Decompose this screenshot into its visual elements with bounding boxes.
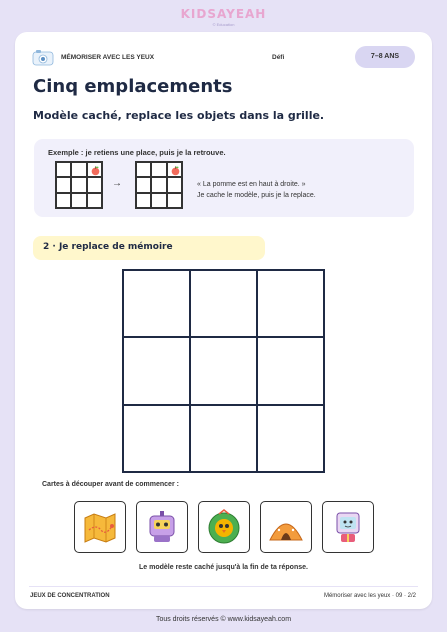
section-title-pill [33,236,265,260]
apple-icon [170,165,181,176]
grid-cell[interactable] [123,337,190,404]
worksheet-page [15,32,432,609]
mini-cell [167,177,182,192]
card-cake[interactable] [322,501,374,553]
footer-divider [29,586,418,587]
logo-text: KIDSAYEAH [180,7,267,21]
mini-cell [56,162,71,177]
copyright-text: Tous droits réservés © www.kidsayeah.com [155,616,292,623]
cards-label: Cartes à découper avant de commencer : [42,481,179,488]
arrow-icon: → [112,178,122,189]
grid-cell[interactable] [123,270,190,337]
mini-cell [151,162,166,177]
card-bird[interactable] [198,501,250,553]
card-map[interactable] [74,501,126,553]
brand-logo [0,7,447,27]
cake-icon [329,508,367,546]
robot-icon [143,508,181,546]
mini-cell [56,177,71,192]
section-title: 2 · Je replace de mémoire [43,242,173,252]
logo-tagline: © Education [212,22,235,27]
example-quote: « La pomme est en haut à droite. » [197,181,306,188]
age-badge: 7–8 ANS [355,46,415,68]
eye-icon [32,49,54,67]
grid-cell[interactable] [257,337,324,404]
mini-cell [167,193,182,208]
mini-cell [87,162,102,177]
footer-series: JEUX DE CONCENTRATION [30,593,110,599]
mini-cell [71,162,86,177]
card-robot[interactable] [136,501,188,553]
grid-cell[interactable] [257,405,324,472]
bird-icon [205,508,243,546]
grid-cell[interactable] [190,405,257,472]
mini-cell [71,193,86,208]
answer-grid[interactable] [122,269,325,473]
category-label: MÉMORISER AVEC LES YEUX [61,54,155,61]
activity-type: Défi [272,54,285,61]
page-subtitle: Modèle caché, replace les objets dans la grille. [33,109,325,122]
mini-cell [87,193,102,208]
mini-cell [136,193,151,208]
example-grid-model [55,161,103,209]
card-tent[interactable] [260,501,312,553]
apple-icon [90,165,101,176]
footer-page-info: Mémoriser avec les yeux · 09 · 2/2 [323,593,416,599]
mini-cell [136,177,151,192]
tent-icon [267,508,305,546]
grid-cell[interactable] [190,270,257,337]
mini-cell [151,193,166,208]
example-label: Exemple : je retiens une place, puis je la retrouve. [48,148,226,157]
grid-cell[interactable] [123,405,190,472]
mini-cell [151,177,166,192]
page-title: Cinq emplacements [33,76,233,97]
mini-cell [136,162,151,177]
mini-cell [167,162,182,177]
example-instruction: Je cache le modèle, puis je la replace. [197,192,316,199]
grid-cell[interactable] [190,337,257,404]
example-box [34,139,414,217]
map-icon [81,508,119,546]
grid-cell[interactable] [257,270,324,337]
mini-cell [71,177,86,192]
mini-cell [87,177,102,192]
example-grid-answer [135,161,183,209]
instruction-note: Le modèle reste caché jusqu'à la fin de ta réponse. [139,564,308,571]
mini-cell [56,193,71,208]
